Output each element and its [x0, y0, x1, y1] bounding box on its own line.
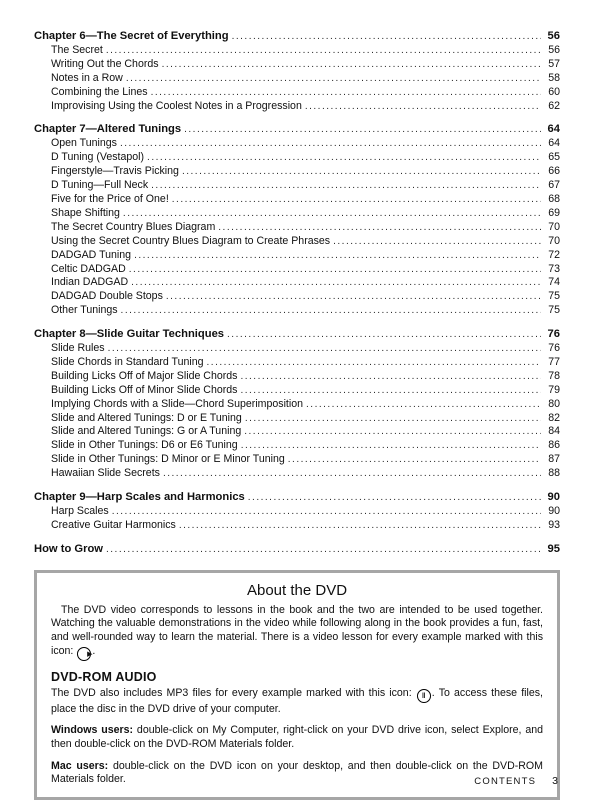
dot-leader: [172, 193, 541, 207]
mac-users-paragraph: [51, 760, 543, 787]
play-icon: ▶: [87, 650, 93, 658]
dot-leader: [241, 439, 541, 453]
toc-row: [34, 44, 560, 58]
toc-entry-title: Improvising Using the Coolest Notes in a Progression: [51, 99, 302, 112]
toc-entry-title: Fingerstyle—Travis Picking: [51, 165, 179, 178]
toc-entry-title: Indian DADGAD: [51, 276, 129, 289]
dot-leader: [182, 165, 541, 179]
dvdrom-audio-paragraph: [51, 687, 543, 716]
toc-entry-title: Slide Rules: [51, 342, 105, 355]
toc-row: [34, 467, 560, 481]
dot-leader: [123, 207, 541, 221]
dot-leader: [248, 491, 541, 505]
toc-page-number: 69: [548, 206, 560, 219]
toc-entry-title: Five for the Price of One!: [51, 192, 169, 205]
dvdrom-after-text: . To access these files, place the disc in the DVD drive of your computer.: [51, 687, 543, 715]
toc-section: [34, 30, 560, 113]
dot-leader: [112, 505, 541, 519]
toc-page-number: 70: [548, 234, 560, 247]
toc-row: [34, 439, 560, 453]
toc-row: [34, 276, 560, 290]
toc-row: [34, 356, 560, 370]
toc-entry-title: Using the Secret Country Blues Diagram to Create Phrases: [51, 234, 331, 247]
toc-page-number: 56: [547, 30, 560, 42]
toc-page-number: 76: [548, 342, 560, 355]
dot-leader: [244, 425, 541, 439]
toc-page-number: 67: [548, 179, 560, 192]
toc-page-number: 56: [548, 43, 560, 56]
toc-page-number: 93: [548, 518, 560, 531]
toc-entry-title: Hawaiian Slide Secrets: [51, 467, 160, 480]
toc-entry-title: Slide and Altered Tunings: D or E Tuning: [51, 411, 242, 424]
dot-leader: [121, 304, 541, 318]
toc-row: [34, 505, 560, 519]
dot-leader: [126, 72, 541, 86]
toc-row: [34, 425, 560, 439]
toc-entry-title: Chapter 7—Altered Tunings: [34, 123, 182, 136]
footer-section-label: CONTENTS: [474, 776, 537, 787]
toc-row: [34, 123, 560, 137]
toc-row: [34, 328, 560, 342]
toc-row: [34, 72, 560, 86]
toc-row: [34, 412, 560, 426]
page-footer: [474, 775, 558, 787]
toc-entry-title: Open Tunings: [51, 137, 117, 150]
about-dvd-title: About the DVD: [246, 581, 348, 599]
toc-row: [34, 151, 560, 165]
toc-page-number: 86: [548, 439, 560, 452]
toc-section: [34, 491, 560, 533]
toc-page-number: 64: [548, 137, 560, 150]
toc-page-number: 80: [548, 397, 560, 410]
toc-page-number: 79: [548, 383, 560, 396]
dot-leader: [151, 179, 541, 193]
toc-row: [34, 207, 560, 221]
mac-users-text: double-click on the DVD icon on your desktop, and then double-click on the DVD-ROM Materials folder.: [51, 759, 543, 786]
toc-entry-title: D Tuning—Full Neck: [51, 179, 149, 192]
dot-leader: [288, 453, 541, 467]
toc-entry-title: Slide Chords in Standard Tuning: [51, 355, 204, 368]
toc-row: [34, 58, 560, 72]
toc-row: [34, 137, 560, 151]
toc: [34, 30, 560, 557]
dot-leader: [179, 519, 541, 533]
toc-page-number: 74: [548, 276, 560, 289]
windows-users-label: Windows users:: [51, 724, 134, 737]
dot-leader: [232, 30, 541, 44]
dvdrom-audio-heading: DVD-ROM AUDIO: [51, 670, 157, 684]
toc-entry-title: Combining the Lines: [51, 85, 148, 98]
toc-row: [34, 304, 560, 318]
about-dvd-intro-text: The DVD video corresponds to lessons in the book and the two are intended to be used together. Watching the valuable demonstrations in the video while following along in the book provides a fun, fast, and well-rounded way to learn the material. There is a video lesson for every example marked with this icon:: [51, 603, 543, 657]
video-lesson-icon: [77, 647, 91, 661]
toc-page-number: 72: [548, 248, 560, 261]
dot-leader: [240, 384, 541, 398]
toc-entry-title: Harp Scales: [51, 505, 109, 517]
toc-entry-title: DADGAD Tuning: [51, 248, 132, 261]
toc-page-number: 87: [548, 453, 560, 466]
dot-leader: [245, 412, 541, 426]
dot-leader: [147, 151, 541, 165]
dot-leader: [218, 221, 541, 235]
toc-entry-title: Building Licks Off of Major Slide Chords: [51, 369, 238, 382]
toc-page-number: 88: [548, 467, 560, 480]
about-dvd-intro: [51, 604, 543, 661]
dot-leader: [166, 290, 541, 304]
toc-entry-title: Other Tunings: [51, 304, 118, 317]
toc-entry-title: DADGAD Double Stops: [51, 290, 163, 303]
toc-row: [34, 263, 560, 277]
dot-leader: [162, 58, 541, 72]
toc-section: [34, 123, 560, 318]
toc-page-number: 77: [548, 355, 560, 368]
dot-leader: [207, 356, 541, 370]
toc-row: [34, 221, 560, 235]
dot-leader: [151, 86, 541, 100]
toc-row: [34, 491, 560, 505]
toc-entry-title: Chapter 9—Harp Scales and Harmonics: [34, 491, 245, 504]
dvdrom-before-text: The DVD also includes MP3 files for every example marked with this icon:: [51, 687, 412, 699]
toc-page-number: 90: [548, 505, 560, 517]
toc-section: [34, 328, 560, 481]
toc-row: [34, 249, 560, 263]
toc-page-number: 64: [547, 123, 560, 136]
toc-entry-title: Slide and Altered Tunings: G or A Tuning: [51, 425, 242, 438]
toc-row: [34, 519, 560, 533]
toc-entry-title: Implying Chords with a Slide—Chord Superimposition: [51, 397, 304, 410]
dot-leader: [134, 249, 541, 263]
toc-page-number: 75: [548, 290, 560, 303]
toc-entry-title: Notes in a Row: [51, 71, 123, 84]
toc-entry-title: Slide in Other Tunings: D Minor or E Minor Tuning: [51, 453, 285, 466]
toc-page-number: 76: [547, 328, 560, 341]
toc-row: [34, 179, 560, 193]
toc-row: [34, 193, 560, 207]
dot-leader: [106, 44, 541, 58]
toc-entry-title: D Tuning (Vestapol): [51, 151, 145, 164]
toc-page-number: 58: [548, 71, 560, 84]
toc-entry-title: Creative Guitar Harmonics: [51, 518, 176, 531]
toc-entry-title: The Secret: [51, 43, 103, 56]
toc-page-number: 78: [548, 369, 560, 382]
toc-page-number: 73: [548, 262, 560, 275]
toc-page-number: 66: [548, 165, 560, 178]
toc-section: [34, 543, 560, 557]
toc-row: [34, 290, 560, 304]
toc-page-number: 68: [548, 192, 560, 205]
windows-users-text: double-click on My Computer, right-click on your DVD drive icon, select Explore, and then double-click on the DVD-ROM Materials folder.: [51, 724, 543, 750]
dot-leader: [305, 100, 541, 114]
about-dvd-intro-end: .: [92, 644, 96, 657]
toc-entry-title: How to Grow: [34, 542, 103, 555]
toc-page-number: 70: [548, 220, 560, 233]
toc-entry-title: Chapter 6—The Secret of Everything: [34, 30, 229, 42]
toc-page-number: 82: [548, 411, 560, 424]
dot-leader: [129, 263, 541, 277]
toc-entry-title: Building Licks Off of Minor Slide Chords: [51, 383, 238, 396]
dot-leader: [184, 123, 541, 137]
toc-entry-title: Writing Out the Chords: [51, 57, 159, 70]
toc-row: [34, 453, 560, 467]
toc-entry-title: Chapter 8—Slide Guitar Techniques: [34, 328, 225, 341]
dot-leader: [240, 370, 541, 384]
dot-leader: [106, 543, 541, 557]
toc-page-number: 57: [548, 57, 560, 70]
footer-page-number: 3: [552, 775, 558, 787]
toc-row: [34, 384, 560, 398]
toc-row: [34, 342, 560, 356]
dot-leader: [306, 398, 541, 412]
about-dvd-box: [34, 570, 560, 800]
dot-leader: [131, 276, 541, 290]
toc-page-number: 60: [548, 85, 560, 98]
toc-page-number: 90: [547, 491, 560, 504]
toc-row: [34, 100, 560, 114]
toc-page-number: 95: [547, 542, 560, 555]
dot-leader: [163, 467, 541, 481]
toc-page-number: 65: [548, 151, 560, 164]
dot-leader: [333, 235, 541, 249]
toc-entry-title: The Secret Country Blues Diagram: [51, 220, 216, 233]
toc-row: [34, 398, 560, 412]
toc-entry-title: Slide in Other Tunings: D6 or E6 Tuning: [51, 439, 238, 452]
toc-entry-title: Shape Shifting: [51, 206, 120, 219]
dot-leader: [227, 328, 541, 342]
toc-page-number: 62: [548, 99, 560, 112]
toc-page-number: 84: [548, 425, 560, 438]
toc-row: [34, 235, 560, 249]
toc-row: [34, 370, 560, 384]
toc-row: [34, 543, 560, 557]
toc-row: [34, 86, 560, 100]
windows-users-paragraph: [51, 724, 543, 751]
mac-users-label: Mac users:: [51, 759, 109, 772]
toc-entry-title: Celtic DADGAD: [51, 262, 126, 275]
toc-row: [34, 165, 560, 179]
pause-icon: ‖: [421, 691, 426, 700]
toc-page-number: 75: [548, 304, 560, 317]
mp3-audio-icon: [417, 689, 431, 703]
toc-row: [34, 30, 560, 44]
dot-leader: [120, 137, 541, 151]
dot-leader: [108, 342, 541, 356]
